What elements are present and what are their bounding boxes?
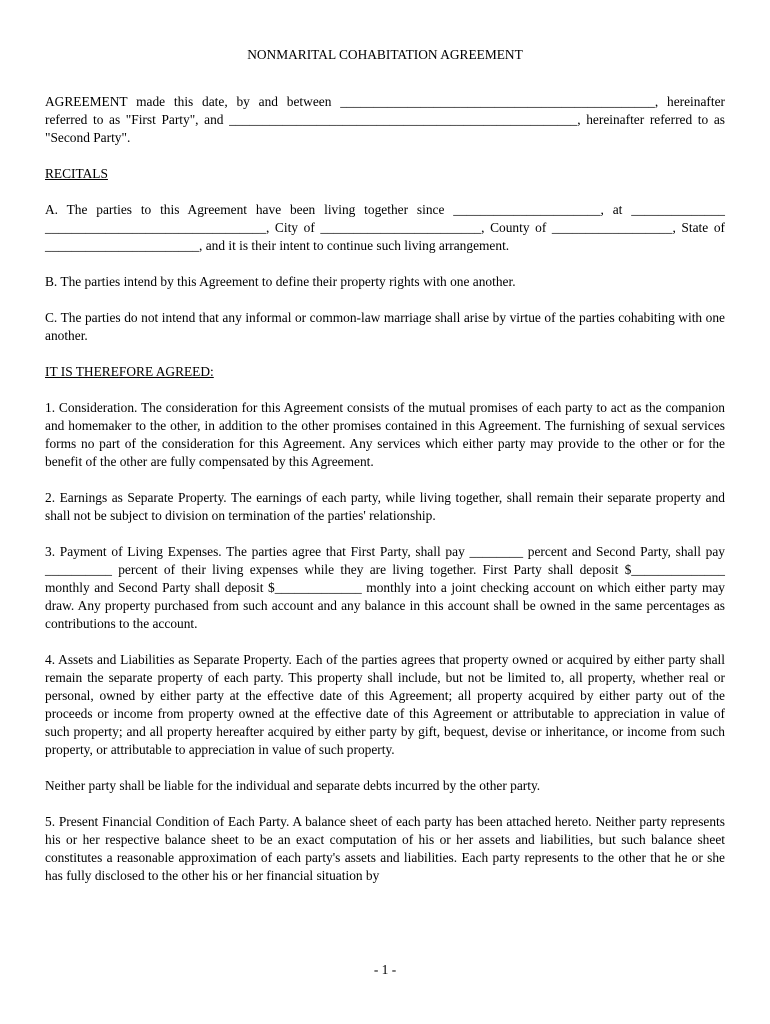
recital-c-paragraph: C. The parties do not intend that any informal or common-law marriage shall arise by virtue of the parties cohabiting with one another. [45,310,725,343]
section-5-paragraph: 5. Present Financial Condition of Each Party. A balance sheet of each party has been attached hereto. Neither party represents his or her respective balance sheet to be an exact computation of his or her assets and liabilities, but such balance sheet constitutes a reasonable approximation of each party's assets and liabilities. Each party represents to the other that he or she has fully disclosed to the other his or her financial situation by [45,814,725,883]
recitals-heading: RECITALS [45,166,108,181]
section-4-paragraph: 4. Assets and Liabilities as Separate Property. Each of the parties agrees that property owned or acquired by either party shall remain the separate property of each party. This property shall include, but not be limited to, all property, whether real or personal, owned by either party at the effective date of this Agreement; all property acquired by either party out of the proceeds or income from property owned at the effective date of this Agreement or attributable to appreciation in value of such property; and all property hereafter acquired by either party by gift, bequest, devise or inheritance, or income from such property, or attributable to appreciation in value of such property. [45,652,725,757]
section-1-paragraph: 1. Consideration. The consideration for this Agreement consists of the mutual promises of each party to act as the companion and homemaker to the other, in addition to the other promises contained in this Agreement. The furnishing of sexual services forms no part of the consideration for this Agreement. Any services which either party may provide to the other or for the benefit of the other are fully compensated by this Agreement. [45,400,725,469]
page-number: - 1 - [373,962,397,977]
intro-paragraph: AGREEMENT made this date, by and between _______________________________________________, hereinafter referred to as "First Party", and ____________________________________________________, hereinafter referred to as "Second Party". [45,94,725,145]
recital-a-paragraph: A. The parties to this Agreement have been living together since ______________________, at ______________ _________________________________, City of ________________________, County of __________________, State of _______________________, and it is their intent to continue such living arrangement. [45,202,725,253]
section-4-debts-paragraph: Neither party shall be liable for the individual and separate debts incurred by the other party. [45,778,541,793]
section-2-paragraph: 2. Earnings as Separate Property. The earnings of each party, while living together, shall remain their separate property and shall not be subject to division on termination of the parties' relationship. [45,490,725,523]
document-page [45,46,725,903]
document-title: NONMARITAL COHABITATION AGREEMENT [247,47,523,62]
section-3-paragraph: 3. Payment of Living Expenses. The parties agree that First Party, shall pay ________ percent and Second Party, shall pay __________ percent of their living expenses while they are living together. First Party shall deposit $______________ monthly and Second Party shall deposit $_____________ monthly into a joint checking account on which either party may draw. Any property purchased from such account and any balance in this account shall be owned in the same percentages as contributions to the account. [45,544,725,631]
agreed-heading: IT IS THEREFORE AGREED: [45,364,214,379]
recital-b-paragraph: B. The parties intend by this Agreement to define their property rights with one another. [45,274,516,289]
